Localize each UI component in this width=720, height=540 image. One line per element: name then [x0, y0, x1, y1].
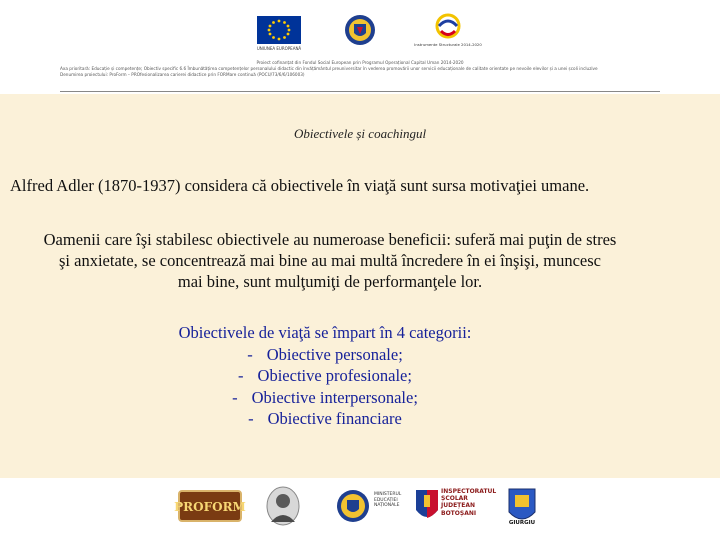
ministry-caption: MINISTERUL EDUCAȚIEI NAȚIONALE: [374, 492, 402, 508]
header-line-2: Axa prioritară: Educație și competențe; Obiectiv specific 6.6 Îmbunătățirea competențelor personalului didactic din învățământul preuniversitar în vederea promovării unor servicii educaționale de calitate orientate pe nevoile elevilor și a unei școli incluzive: [60, 66, 598, 72]
categories-intro: Obiectivele de viaţă se împart în 4 categorii:: [178, 323, 472, 342]
benefits-paragraph: [10, 229, 650, 292]
categories-list: [140, 322, 510, 430]
benefits-line-2: şi anxietate, se concentrează mai bine au mai multă încredere în ei înşişi, muncesc: [59, 251, 601, 270]
giurgiu-logo: [506, 486, 538, 533]
isj-botosani-text: [441, 488, 496, 517]
footer-logos: [0, 480, 720, 540]
isj-shield-logo: [414, 486, 440, 531]
list-item-text: Obiective financiare: [267, 409, 402, 428]
romania-coat-of-arms-footer: [336, 489, 370, 528]
header-logos: [0, 10, 720, 60]
list-item-text: Obiective profesionale;: [257, 366, 412, 385]
list-dash: -: [248, 409, 254, 428]
isj-line: INSPECTORATUL: [441, 488, 497, 495]
list-dash: -: [247, 344, 253, 364]
benefits-line-3: mai bine, sunt mulţumiţi de performanţele lor.: [177, 272, 483, 291]
eu-flag-logo: [255, 14, 303, 57]
proform-logo: [174, 490, 246, 527]
adler-paragraph: Alfred Adler (1870-1937) considera că obiectivele în viaţă sunt sursa motivaţiei umane.: [10, 176, 590, 195]
isj-line: BOTOȘANI: [441, 509, 477, 517]
header-divider: [60, 91, 660, 92]
eu-caption: UNIUNEA EUROPEANĂ: [256, 46, 302, 51]
header-line-1: Proiect cofinanțat din Fondul Social European prin Programul Operațional Capital Uman 2014-2020: [256, 60, 464, 65]
structural-caption: Instrumente Structurale 2014-2020: [414, 42, 482, 47]
header-line-3: Denumirea proiectului: ProForm – PROfesionalizarea carierei didactice prin FORMare continuă (POCU/73/6/6/106003): [60, 72, 305, 78]
benefits-line-1: Oamenii care îşi stabilesc obiectivele au numeroase beneficii: suferă mai puţin de stres: [43, 230, 617, 249]
list-item: [140, 387, 510, 409]
list-item: [140, 408, 510, 430]
proform-logo-text: PROFORM: [174, 500, 246, 514]
list-item: [140, 365, 510, 387]
slide-subtitle: Obiectivele și coachingul: [293, 126, 427, 141]
project-header: [60, 60, 660, 79]
isj-line: ȘCOLAR: [441, 495, 468, 503]
isj-line: JUDEȚEAN: [441, 502, 476, 510]
list-item-text: Obiective personale;: [266, 344, 403, 364]
list-dash: -: [232, 387, 238, 407]
giurgiu-caption: GIURGIU: [508, 520, 536, 526]
romania-coat-of-arms-logo: [344, 14, 376, 51]
structural-instruments-logo: [414, 12, 482, 63]
list-item: [140, 344, 510, 366]
list-dash: -: [238, 366, 244, 385]
portrait-logo: [265, 486, 301, 531]
list-item-text: Obiective interpersonale;: [251, 387, 418, 407]
